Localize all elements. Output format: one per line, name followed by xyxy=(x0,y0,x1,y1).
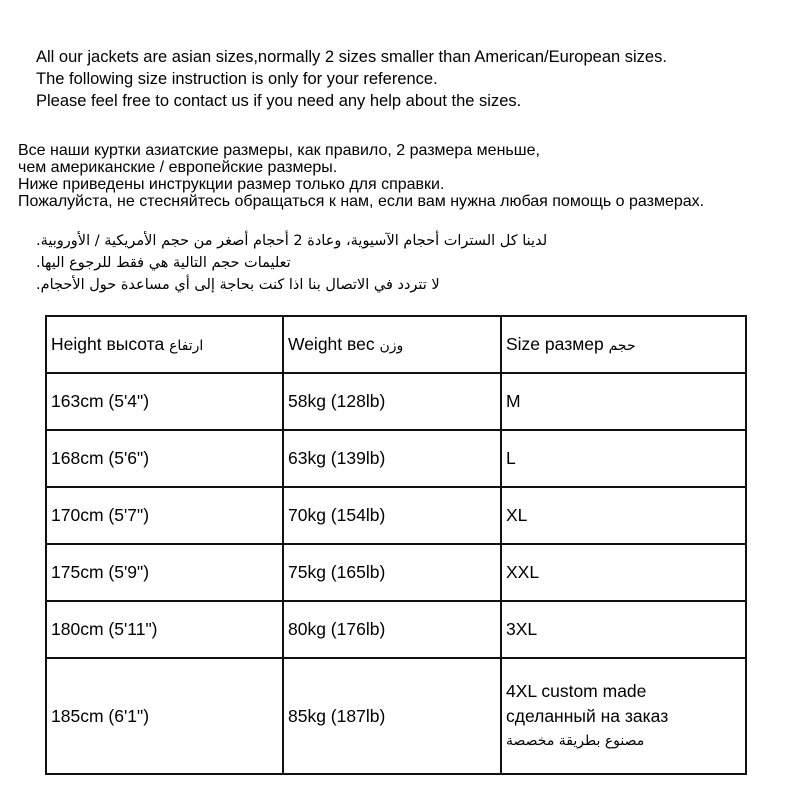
cell-weight: 75kg (165lb) xyxy=(283,544,501,601)
header-height-ar: ارتفاع xyxy=(169,338,204,354)
header-size-en: Size xyxy=(506,334,541,354)
intro-ar-line: لدينا كل السترات أحجام الآسيوية، وعادة 2 أحجام أصغر من حجم الأمريكية / الأوروبية. xyxy=(36,233,548,249)
cell-size-en: 4XL custom made xyxy=(506,680,647,701)
header-weight xyxy=(283,316,501,373)
cell-weight: 70kg (154lb) xyxy=(283,487,501,544)
cell-height: 175cm (5'9") xyxy=(46,544,283,601)
cell-size: L xyxy=(501,430,746,487)
cell-size: XL xyxy=(501,487,746,544)
cell-size-ru: сделанный на заказ xyxy=(506,705,669,726)
cell-height: 185cm (6'1") xyxy=(46,658,283,774)
size-chart-table xyxy=(45,315,747,775)
table-header-row xyxy=(46,316,746,373)
header-size-ar: حجم xyxy=(608,338,636,354)
intro-en-line: Please feel free to contact us if you need any help about the sizes. xyxy=(36,92,522,110)
cell-weight: 85kg (187lb) xyxy=(283,658,501,774)
table-row xyxy=(46,601,746,658)
header-weight-ar: وزن xyxy=(379,338,404,354)
header-height-ru: высота xyxy=(106,334,165,354)
intro-en-line: The following size instruction is only for your reference. xyxy=(36,70,438,88)
cell-size-ar: مصنوع بطريقة مخصصة xyxy=(506,732,645,749)
intro-ar-line: لا تتردد في الاتصال بنا اذا كنت بحاجة إلى أي مساعدة حول الأحجام. xyxy=(36,277,440,293)
table-row xyxy=(46,544,746,601)
cell-size: 3XL xyxy=(501,601,746,658)
cell-weight: 58kg (128lb) xyxy=(283,373,501,430)
cell-height: 163cm (5'4") xyxy=(46,373,283,430)
intro-arabic xyxy=(36,230,547,296)
cell-height: 170cm (5'7") xyxy=(46,487,283,544)
intro-ru-line: чем американские / европейские размеры. xyxy=(18,159,338,176)
cell-weight: 63kg (139lb) xyxy=(283,430,501,487)
cell-size: M xyxy=(501,373,746,430)
intro-ar-line: تعليمات حجم التالية هي فقط للرجوع اليها. xyxy=(36,255,291,271)
table-row xyxy=(46,487,746,544)
intro-russian xyxy=(18,142,704,210)
header-weight-ru: вес xyxy=(347,334,375,354)
intro-ru-line: Пожалуйста, не стесняйтесь обращаться к нам, если вам нужна любая помощь о размерах. xyxy=(18,193,705,210)
cell-size: XXL xyxy=(501,544,746,601)
table-row xyxy=(46,430,746,487)
header-size xyxy=(501,316,746,373)
intro-english xyxy=(36,46,667,112)
header-weight-en: Weight xyxy=(288,334,343,354)
table-row xyxy=(46,658,746,774)
header-size-ru: размер xyxy=(544,334,604,354)
intro-ru-line: Все наши куртки азиатские размеры, как правило, 2 размера меньше, xyxy=(18,142,540,159)
cell-height: 180cm (5'11") xyxy=(46,601,283,658)
header-height xyxy=(46,316,283,373)
intro-en-line: All our jackets are asian sizes,normally 2 sizes smaller than American/European sizes. xyxy=(36,48,667,66)
cell-height: 168cm (5'6") xyxy=(46,430,283,487)
header-height-en: Height xyxy=(51,334,102,354)
cell-weight: 80kg (176lb) xyxy=(283,601,501,658)
cell-size xyxy=(501,658,746,774)
intro-ru-line: Ниже приведены инструкции размер только для справки. xyxy=(18,176,445,193)
table-row xyxy=(46,373,746,430)
